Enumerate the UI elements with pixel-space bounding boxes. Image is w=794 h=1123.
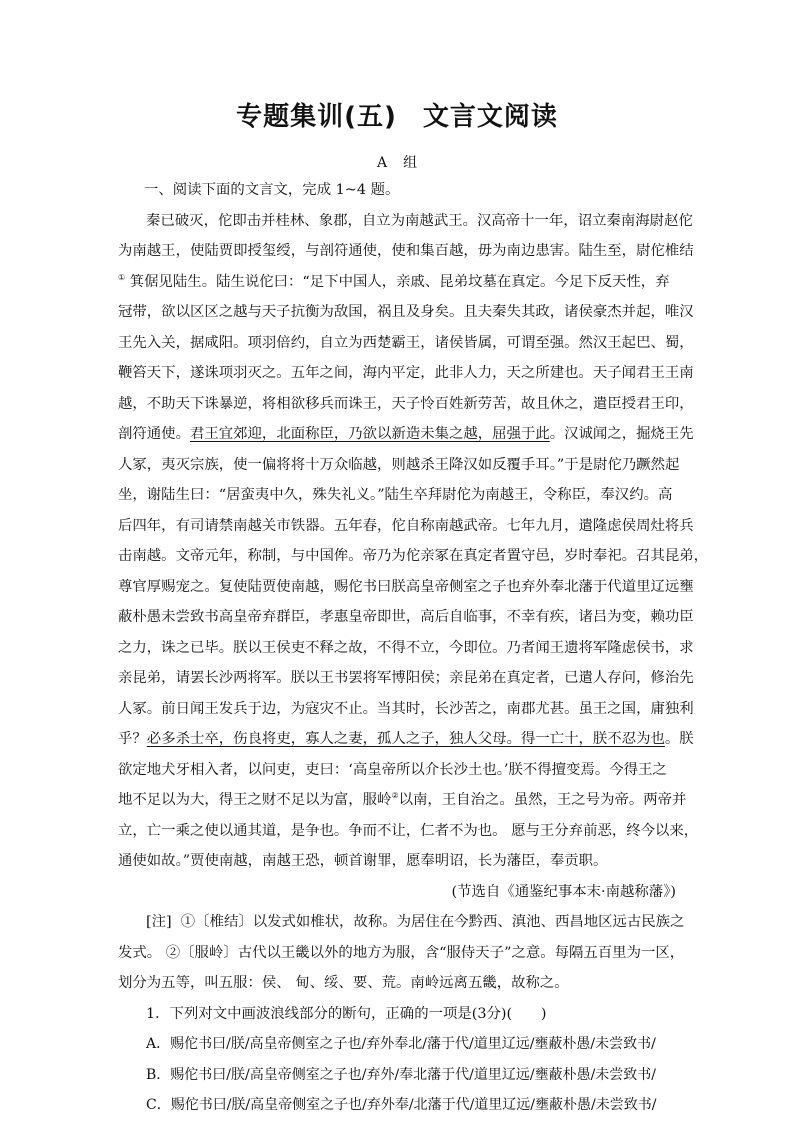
group-letter: A — [376, 155, 388, 171]
passage-line: 尊官厚赐宠之。复使陆贾使南越，赐佗书曰朕高皇帝侧室之子也弃外奉北藩于代道里辽远壅 — [118, 578, 694, 595]
question-stem: 1．下列对文中画波浪线部分的断句，正确的一项是(3分)( ) — [146, 1005, 547, 1022]
section-heading: 一、阅读下面的文言文，完成 1~4 题。 — [144, 182, 400, 198]
title-part-1: 专题集训(五) — [236, 102, 397, 132]
passage-line: 越，不助天下诛暴逆，将相欲移兵而诛王，天子怜百姓新劳苦，故且休之，遣臣授君王印， — [118, 395, 694, 412]
footnote-mark: ② — [391, 791, 399, 801]
option-b: B．赐佗书曰/朕/高皇帝侧室之子也/弃外/奉北藩于代/道里辽远/壅蔽朴愚/未尝致书/ — [146, 1066, 657, 1083]
passage-line: 通使如故。”贾使南越，南越王恐，顿首谢罪，愿奉明诏，长为藩臣，奉贡职。 — [118, 853, 608, 869]
underlined-sentence: 君王宜郊迎，北面称臣，乃欲以新造未集之越，屈强于此 — [189, 426, 550, 442]
passage-line: 人冢。前日闻王发兵于边，为寇灾不止。当其时，长沙苦之，南郡尤甚。虽王之国，庸独利 — [118, 700, 694, 717]
passage-line: 欲定地犬牙相入者，以问吏，吏曰：‘高皇帝所以介长沙土也。’朕不得擅变焉。今得王之 — [118, 761, 667, 778]
passage-line: 亲昆弟，请罢长沙两将军。朕以王书罢将军博阳侯；亲昆弟在真定者，已遣人存问，修治先 — [118, 670, 694, 686]
passage-line: 击南越。文帝元年，称制，与中国侔。帝乃为佗亲冢在真定者置守邑，岁时奉祀。召其昆弟， — [118, 548, 709, 564]
passage-line: 人冢，夷灭宗族，使一偏将将十万众临越，则越杀王降汉如反覆手耳。”于是尉佗乃蹶然起 — [118, 456, 680, 473]
passage-line: 蔽朴愚未尝致书高皇帝弃群臣，孝惠皇帝即世，高后自临事，不幸有疾，诸吕为变，赖功臣 — [118, 609, 694, 625]
passage-line: 为南越王，使陆贾即授玺绶，与剖符通使，使和集百越，毋为南边患害。陆生至，尉佗椎结 — [118, 243, 694, 259]
passage-line: 乎？必多杀士卒，伤良将吏，寡人之妻，孤人之子，独人父母。得一亡十，朕不忍为也。朕 — [118, 731, 694, 747]
text-body — [118, 175, 709, 1121]
passage-line: 地不足以为大，得王之财不足以为富，服岭②以南，王自治之。虽然，王之号为帝。两帝并 — [118, 791, 687, 808]
group-heading — [0, 152, 794, 172]
title-part-2: 文言文阅读 — [422, 102, 558, 132]
notes-line: 发式。 ②〔服岭〕古代以王畿以外的地方为服，含“服侍天子”之意。每隔五百里为一区， — [118, 944, 685, 961]
notes-label: [注] — [146, 914, 172, 930]
option-a: A．赐佗书曰/朕/高皇帝侧室之子也/弃外奉北/藩于代/道里辽远/壅蔽朴愚/未尝致书/ — [146, 1036, 656, 1052]
passage-line: 秦已破灭，佗即击并桂林、象郡，自立为南越武王。汉高帝十一年，诏立秦南海尉赵佗 — [146, 212, 693, 229]
option-c: C．赐佗书曰/朕/高皇帝侧室之子也/弃外奉/北藩于代/道里辽远/壅蔽朴愚/未尝致书/ — [146, 1097, 657, 1113]
passage-line: 立，亡一乘之使以通其道，是争也。争而不让，仁者不为也。 愿与王分弃前恶，终今以来， — [118, 822, 699, 839]
notes-line: 划分为五等，叫五服：侯、 甸、绥、要、荒。南岭远离五畿，故称之。 — [118, 975, 569, 991]
footnote-mark: ① — [118, 272, 126, 282]
passage-line: 剖符通使。君王宜郊迎，北面称臣，乃欲以新造未集之越，屈强于此。汉诚闻之，掘烧王先 — [118, 426, 694, 442]
underlined-sentence: 必多杀士卒，伤良将吏，寡人之妻，孤人之子，独人父母。得一亡十，朕不忍为也 — [146, 731, 665, 747]
passage-line: 之力，诛之已毕。朕以王侯吏不释之故，不得不立，今即位。乃者闻王遗将军隆虑侯书，求 — [118, 639, 694, 656]
passage-line: 坐，谢陆生曰：“居蛮夷中久，殊失礼义。”陆生卒拜尉佗为南越王，令称臣，奉汉约。高 — [118, 487, 673, 503]
passage-line: ① 箕倨见陆生。陆生说佗曰：“足下中国人，亲戚、昆弟坟墓在真定。今足下反天性，弃 — [118, 272, 670, 290]
group-name: 组 — [403, 155, 418, 171]
page-title — [0, 96, 794, 133]
passage-line: 王先入关，据咸阳。项羽倍约，自立为西楚霸王，诸侯皆属，可谓至强。然汉王起巴、蜀， — [118, 334, 694, 351]
passage-line: 后四年，有司请禁南越关市铁器。五年春，佗自称南越武帝。七年九月，遣隆虑侯周灶将兵 — [118, 517, 694, 534]
passage-line: 冠带，欲以区区之越与天子抗衡为敌国，祸且及身矣。且夫秦失其政，诸侯豪杰并起，唯汉 — [118, 304, 694, 320]
source-citation: (节选自《通鉴纪事本末·南越称藩》) — [451, 883, 676, 900]
notes-line: [注] ①〔椎结〕以发式如椎状，故称。为居住在今黔西、滇池、西昌地区远古民族之 — [146, 914, 685, 930]
passage-line: 鞭笞天下，遂诛项羽灭之。五年之间，海内平定，此非人力，天之所建也。天子闻君王王南 — [118, 365, 694, 381]
